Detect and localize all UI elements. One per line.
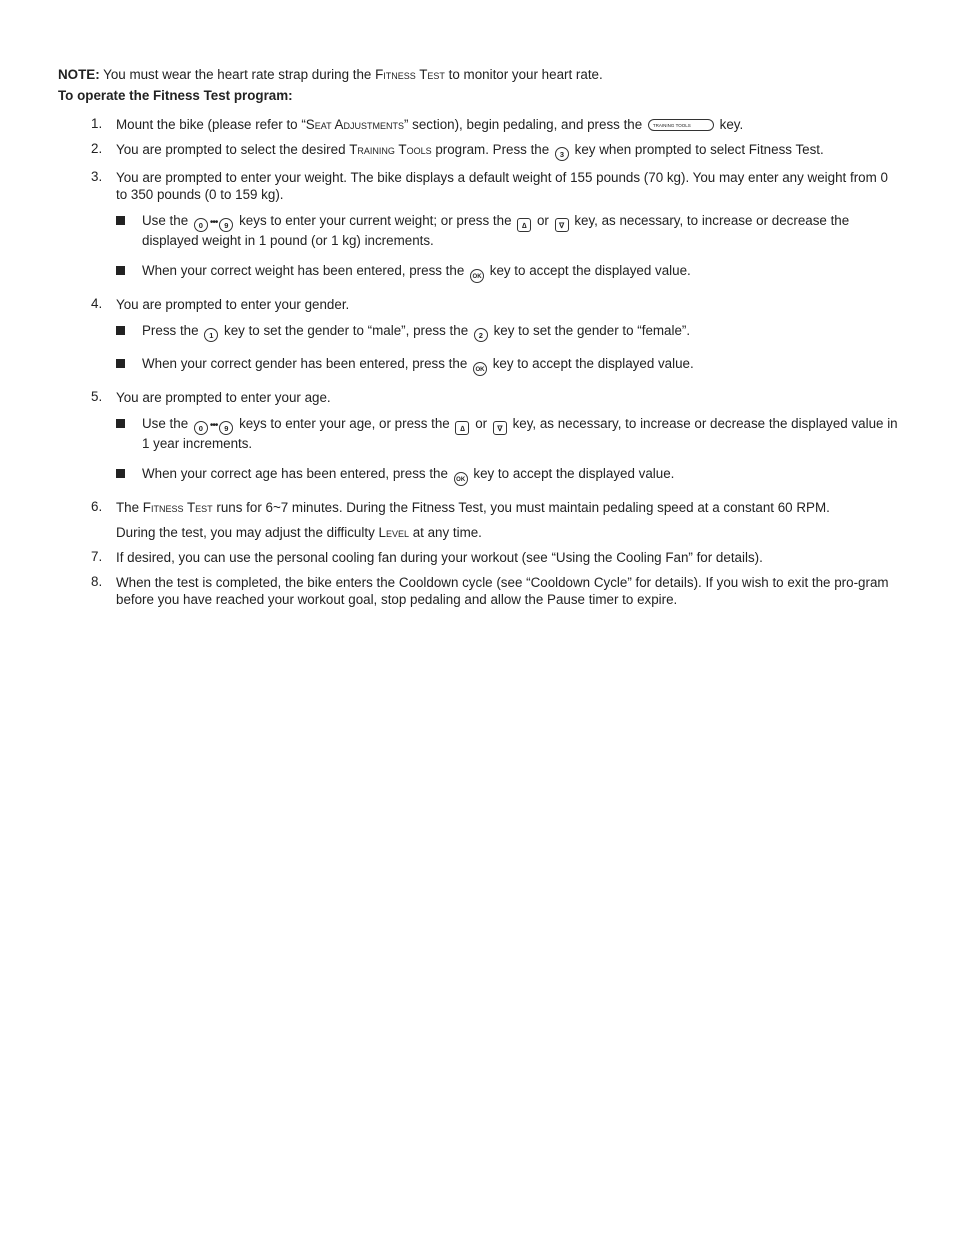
key-3-icon: 3: [555, 147, 569, 161]
step-1: 1. Mount the bike (please refer to “Seat Adjustments” section), begin pedaling, and press the TRAINING TOOLS key.: [91, 116, 744, 132]
step-3: 3. You are prompted to enter your weight. The bike displays a default weight of 155 pounds (70 kg). You may enter any weight from 0 to 350 pounds (0 to 159 kg). Use the 0 ••• 9 keys to enter your current weight; or press the ∆ or ∇ key, as necessary, to increase or decrease the displayed weight in 1 pound (or 1 kg) increments. When your correct weight has been entered, press the OK key to accept the displayed value.: [58, 169, 900, 283]
bullet-square-icon: [116, 419, 125, 428]
step-5-bullet-1: Use the 0 ••• 9 keys to enter your age, or press the ∆ or ∇ key, as necessary, to increase or decrease the displayed value in 1 year increments.: [116, 415, 900, 452]
note: NOTE: You must wear the heart rate strap during the Fitness Test to monitor your heart rate.: [58, 67, 603, 82]
down-key-icon: ∇: [493, 421, 507, 435]
key-2-icon: 2: [474, 328, 488, 342]
step-2: 2. You are prompted to select the desired Training Tools program. Press the 3 key when prompted to select Fitness Test.: [91, 141, 824, 159]
key-0-icon: 0: [194, 421, 208, 435]
ok-key-icon: OK: [470, 269, 484, 283]
step-5-bullet-2: When your correct age has been entered, press the OK key to accept the displayed value.: [116, 465, 900, 486]
step-4-bullet-2: When your correct gender has been entered, press the OK key to accept the displayed value.: [116, 355, 900, 376]
step-8: 8. When the test is completed, the bike enters the Cooldown cycle (see “Cooldown Cycle” for details). If you wish to exit the pro-gram before you have reached your workout goal, stop pedaling and allow the Pause timer to expire.: [91, 574, 889, 607]
ellipsis-icon: •••: [209, 217, 218, 228]
key-1-icon: 1: [204, 328, 218, 342]
step-4: 4. You are prompted to enter your gender. Press the 1 key to set the gender to “male”, press the 2 key to set the gender to “female”. When your correct gender has been entered, press the OK key to accept the displayed value.: [58, 296, 900, 376]
ok-key-icon: OK: [473, 362, 487, 376]
bullet-square-icon: [116, 266, 125, 275]
step-4-bullet-1: Press the 1 key to set the gender to “male”, press the 2 key to set the gender to “female”.: [116, 322, 900, 342]
bullet-square-icon: [116, 326, 125, 335]
step-6: 6. The Fitness Test runs for 6~7 minutes. During the Fitness Test, you must maintain pedaling speed at a constant 60 RPM. During the test, you may adjust the difficulty Level at any time.: [91, 499, 830, 540]
key-0-icon: 0: [194, 218, 208, 232]
manual-page: [58, 66, 900, 616]
up-key-icon: ∆: [517, 218, 531, 232]
step-3-bullet-2: When your correct weight has been entered, press the OK key to accept the displayed value.: [116, 262, 900, 283]
ok-key-icon: OK: [454, 472, 468, 486]
step-3-bullet-1: Use the 0 ••• 9 keys to enter your current weight; or press the ∆ or ∇ key, as necessary, to increase or decrease the displayed weight in 1 pound (or 1 kg) increments.: [116, 212, 900, 249]
section-heading: To operate the Fitness Test program:: [58, 88, 293, 103]
bullet-square-icon: [116, 216, 125, 225]
steps-list: [58, 116, 900, 608]
step-7: 7. If desired, you can use the personal cooling fan during your workout (see “Using the Cooling Fan” for details).: [91, 549, 763, 565]
training-tools-key-icon: TRAINING TOOLS: [648, 119, 714, 131]
key-9-icon: 9: [219, 218, 233, 232]
bullet-square-icon: [116, 469, 125, 478]
step-5: 5. You are prompted to enter your age. Use the 0 ••• 9 keys to enter your age, or press the ∆ or ∇ key, as necessary, to increase or decrease the displayed value in 1 year increments. When your correct age has been entered, press the OK key to accept the displayed value.: [58, 389, 900, 486]
ellipsis-icon: •••: [209, 420, 218, 431]
bullet-square-icon: [116, 359, 125, 368]
key-9-icon: 9: [219, 421, 233, 435]
up-key-icon: ∆: [455, 421, 469, 435]
note-label: NOTE:: [58, 67, 100, 82]
down-key-icon: ∇: [555, 218, 569, 232]
